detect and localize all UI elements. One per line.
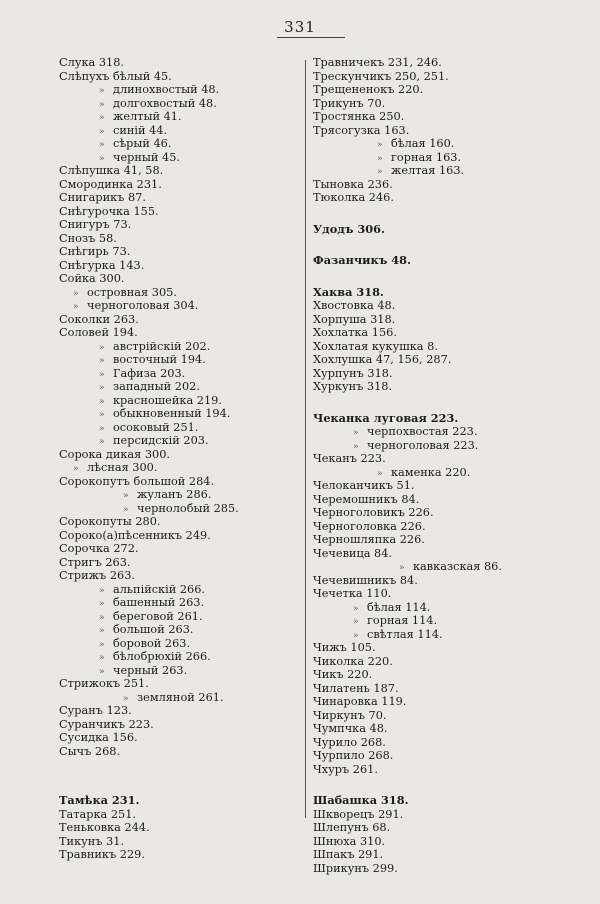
entry-text: Чечетка 110. [313,587,392,600]
index-entry [313,835,593,849]
entry-text: восточный 194. [113,353,206,366]
ditto-mark: » [99,423,105,434]
entry-text: Хаква 318. [313,285,384,299]
entry-text: Хурпунъ 318. [313,366,393,380]
ditto-mark: » [99,437,105,447]
entry-text: Сорокопуты 280. [59,515,161,528]
index-entry [59,835,299,849]
ditto-mark: » [99,410,105,420]
ditto-mark: » [399,563,405,573]
entry-text: Тамѣка 231. [59,794,140,807]
index-entry [59,731,299,745]
index-entry [59,191,299,205]
index-subentry [59,299,299,313]
entry-text: Травничекъ 231, 246. [313,56,442,69]
entry-text: Слѣпухъ бѣлый 45. [59,69,172,83]
ditto-mark: » [377,167,383,177]
entry-text: западный 202. [113,380,200,393]
entry-text: свѣтлая 114. [367,627,443,641]
entry-text: Чеканъ 223. [313,452,386,465]
ditto-mark: » [99,626,105,636]
entry-text: Чечевица 84. [313,546,393,560]
entry-text: Чиркунъ 70. [313,708,387,722]
entry-text: Трикунъ 70. [313,96,386,110]
entry-text: Травникъ 229. [59,848,145,861]
index-entry [313,299,593,313]
index-entry [59,245,299,259]
index-entry [59,542,299,556]
entry-gap [313,268,593,286]
entry-text: Хорпуша 318. [313,312,396,326]
index-entry [313,286,593,300]
entry-text: Шлепунъ 68. [313,821,391,834]
index-subentry [59,353,299,367]
index-entry [313,547,593,561]
index-subentry [59,83,299,97]
entry-text: красношейка 219. [113,393,222,407]
index-entry [313,326,593,340]
entry-text: башенный 263. [113,596,205,609]
ditto-mark: » [99,599,105,609]
entry-text: Челоканчикъ 51. [313,479,415,492]
entry-gap [59,758,299,776]
right-column [313,56,593,875]
index-entry [313,574,593,588]
index-entry [313,848,593,862]
index-subentry [313,628,593,642]
entry-text: Шпакъ 291. [313,848,384,861]
index-entry [313,695,593,709]
entry-text: Трещененокъ 220. [313,83,424,96]
index-entry [313,587,593,601]
entry-text: сѣрый 46. [113,137,172,150]
index-entry [59,70,299,84]
index-subentry [59,502,299,516]
index-entry [313,56,593,70]
entry-text: Хуркунъ 318. [313,380,393,393]
entry-text: большой 263. [113,623,194,636]
index-subentry [59,596,299,610]
index-entry [313,749,593,763]
ditto-mark: » [353,603,359,614]
entry-text: Стрижъ 263. [59,569,135,582]
index-entry [59,218,299,232]
index-entry [59,704,299,718]
entry-text: Чумпчка 48. [313,722,388,735]
index-entry [59,848,299,862]
ditto-mark: » [99,612,105,623]
index-subentry [313,560,593,574]
index-subentry [59,394,299,408]
entry-gap [59,776,299,794]
index-entry [59,515,299,529]
index-subentry [59,340,299,354]
entry-text: Фазанчикъ 48. [313,254,411,267]
ditto-mark: » [353,441,359,452]
index-entry [313,223,593,237]
entry-text: желтая 163. [391,164,465,177]
entry-text: черноголовая 223. [367,438,479,452]
index-entry [313,97,593,111]
index-entry [313,70,593,84]
index-subentry [59,610,299,624]
index-entry [313,641,593,655]
entry-text: Шнюха 310. [313,834,386,848]
entry-text: Тюколка 246. [313,191,394,204]
index-entry [313,506,593,520]
index-entry [313,254,593,268]
entry-text: Чикъ 220. [313,668,373,681]
index-entry [59,259,299,273]
index-subentry [313,439,593,453]
index-subentry [59,151,299,165]
index-subentry [59,650,299,664]
entry-text: Хохлатая кукушка 8. [313,339,438,353]
entry-text: Тростянка 250. [313,110,405,123]
ditto-mark: » [99,86,105,96]
index-subentry [313,425,593,439]
entry-text: Чхуръ 261. [313,762,378,776]
ditto-mark: » [99,342,105,353]
entry-text: бѣлая 114. [367,600,431,614]
ditto-mark: » [99,140,105,150]
index-entry [313,83,593,97]
entry-text: Хохлатка 156. [313,326,397,339]
index-entry [313,808,593,822]
page-number: 331 [284,18,316,36]
column-divider [305,60,306,818]
entry-text: Черноголовикъ 226. [313,506,434,519]
index-subentry [59,421,299,435]
entry-text: Татарка 251. [59,807,137,821]
index-entry [59,205,299,219]
entry-text: горная 163. [391,150,462,164]
ditto-mark: » [353,630,359,641]
index-subentry [59,407,299,421]
entry-text: Снозъ 58. [59,231,117,245]
entry-gap [313,236,593,254]
entry-text: береговой 261. [113,609,203,623]
ditto-mark: » [123,693,129,704]
entry-text: каменка 220. [391,465,471,479]
entry-gap [313,394,593,412]
entry-text: длинохвостый 48. [113,83,220,96]
index-entry [313,682,593,696]
entry-text: австрійскій 202. [113,339,211,353]
ditto-mark: » [377,153,383,164]
ditto-mark: » [99,666,105,677]
index-entry [59,326,299,340]
entry-text: Тикунъ 31. [59,834,125,848]
entry-text: Сорока дикая 300. [59,447,171,461]
index-entry [313,736,593,750]
index-entry [313,191,593,205]
index-entry [59,313,299,327]
index-entry [59,718,299,732]
index-subentry [59,110,299,124]
entry-text: черный 263. [113,663,188,677]
entry-text: Чижъ 105. [313,641,376,654]
ditto-mark: » [99,113,105,123]
entry-text: Чечевишникъ 84. [313,573,418,587]
entry-text: Черношляпка 226. [313,533,425,546]
entry-text: Стригъ 263. [59,555,131,569]
entry-text: Теньковка 244. [59,821,150,834]
ditto-mark: » [353,428,359,438]
entry-text: островная 305. [87,285,177,299]
entry-text: альпійскій 266. [113,582,206,596]
index-entry [59,569,299,583]
entry-text: Слѣпушка 41, 58. [59,164,164,177]
entry-text: обыкновенный 194. [113,407,231,420]
index-entry [59,475,299,489]
ditto-mark: » [99,356,105,366]
index-entry [313,794,593,808]
entry-text: осоковый 251. [113,420,199,434]
entry-text: Сычъ 268. [59,744,121,758]
index-entry [59,272,299,286]
ditto-mark: » [123,491,129,501]
entry-text: земляной 261. [137,690,224,704]
entry-text: Соколки 263. [59,312,139,326]
ditto-mark: » [99,585,105,596]
index-entry [313,313,593,327]
entry-text: Шрикунъ 299. [313,861,398,875]
ditto-mark: » [99,153,105,164]
entry-text: Хохлушка 47, 156, 287. [313,353,452,366]
entry-gap [313,205,593,223]
entry-text: Сойка 300. [59,272,125,285]
ditto-mark: » [73,288,79,299]
entry-text: Гафиза 203. [113,366,186,380]
entry-text: персидскій 203. [113,434,209,447]
entry-text: Тыновка 236. [313,177,393,191]
index-entry [313,479,593,493]
index-entry [59,745,299,759]
index-subentry [59,583,299,597]
header-rule [277,37,345,38]
entry-text: Удодъ 306. [313,222,385,236]
index-entry [313,722,593,736]
index-entry [313,380,593,394]
entry-text: Чурпило 268. [313,749,394,762]
index-entry [313,533,593,547]
index-entry [59,178,299,192]
index-subentry [59,137,299,151]
index-entry [59,529,299,543]
index-entry [313,520,593,534]
index-entry [313,178,593,192]
entry-text: бѣлобрюхій 266. [113,650,211,663]
index-entry [313,668,593,682]
index-subentry [313,614,593,628]
entry-text: Шкворецъ 291. [313,807,404,821]
entry-text: Суранчикъ 223. [59,717,154,731]
index-entry [59,448,299,462]
entry-text: Шабашка 318. [313,794,409,807]
entry-text: Черемошникъ 84. [313,492,420,506]
index-subentry [313,466,593,480]
entry-text: Чиколка 220. [313,654,393,668]
index-subentry [313,164,593,178]
ditto-mark: » [99,126,105,137]
entry-text: горная 114. [367,614,438,627]
ditto-mark: » [377,140,383,150]
index-entry [313,452,593,466]
index-subentry [59,664,299,678]
entry-text: Чилатень 187. [313,681,399,695]
entry-text: Сорочка 272. [59,542,139,555]
index-subentry [59,461,299,475]
index-entry [59,677,299,691]
ditto-mark: » [99,369,105,380]
index-entry [313,412,593,426]
index-subentry [59,434,299,448]
index-entry [313,862,593,876]
index-entry [313,367,593,381]
entry-text: Чеканка луговая 223. [313,411,459,425]
index-subentry [313,137,593,151]
index-subentry [59,488,299,502]
entry-text: Стрижокъ 251. [59,677,149,690]
ditto-mark: » [73,464,79,474]
entry-text: Снѣгирь 73. [59,245,131,258]
left-column [59,56,299,862]
entry-text: кавказская 86. [413,560,502,573]
entry-text: Сорокопутъ большой 284. [59,474,215,488]
ditto-mark: » [377,468,383,479]
index-entry [59,164,299,178]
index-subentry [59,637,299,651]
index-entry [59,821,299,835]
index-subentry [59,380,299,394]
index-entry [313,763,593,777]
index-entry [59,56,299,70]
entry-text: Суранъ 123. [59,704,132,717]
index-entry [59,556,299,570]
index-subentry [59,286,299,300]
ditto-mark: » [99,383,105,393]
entry-text: Снигуръ 73. [59,218,132,231]
entry-text: Снѣгурка 143. [59,258,145,272]
entry-text: Снигарикъ 87. [59,191,146,204]
entry-text: желтый 41. [113,110,182,123]
entry-text: Смородинка 231. [59,177,162,191]
entry-text: Хвостовка 48. [313,299,396,312]
index-entry [59,794,299,808]
entry-text: Трескунчикъ 250, 251. [313,69,449,83]
entry-text: Сусидка 156. [59,731,138,744]
index-subentry [59,97,299,111]
index-entry [313,655,593,669]
entry-text: чернолобый 285. [137,501,239,515]
ditto-mark: » [99,396,105,407]
entry-text: Чурило 268. [313,735,386,749]
ditto-mark: » [123,504,129,515]
index-subentry [59,367,299,381]
index-entry [313,709,593,723]
ditto-mark: » [353,617,359,627]
index-subentry [59,623,299,637]
index-subentry [313,601,593,615]
entry-text: Черноголовка 226. [313,519,426,533]
entry-text: боровой 263. [113,636,191,650]
index-subentry [59,124,299,138]
index-entry [313,110,593,124]
index-entry [59,232,299,246]
entry-text: долгохвостый 48. [113,96,217,110]
index-entry [59,808,299,822]
ditto-mark: » [99,99,105,110]
entry-text: синій 44. [113,123,168,137]
index-entry [313,340,593,354]
entry-text: черноголовая 304. [87,299,199,312]
entry-text: Трясогузка 163. [313,123,410,137]
entry-text: бѣлая 160. [391,137,455,150]
index-entry [313,493,593,507]
index-entry [313,353,593,367]
index-subentry [59,691,299,705]
entry-text: Слука 318. [59,56,125,69]
ditto-mark: » [73,302,79,312]
entry-text: Снѣгурочка 155. [59,204,159,218]
ditto-mark: » [99,653,105,663]
index-entry [313,821,593,835]
entry-text: Соловей 194. [59,326,138,339]
index-subentry [313,151,593,165]
entry-text: черпохвостая 223. [367,425,478,438]
entry-gap [313,776,593,794]
ditto-mark: » [99,639,105,650]
entry-text: жуланъ 286. [137,488,212,501]
entry-text: черный 45. [113,150,180,164]
entry-text: Чинаровка 119. [313,695,407,708]
entry-text: лѣсная 300. [87,461,158,474]
index-entry [313,124,593,138]
entry-text: Сороко(а)пѣсенникъ 249. [59,528,211,542]
